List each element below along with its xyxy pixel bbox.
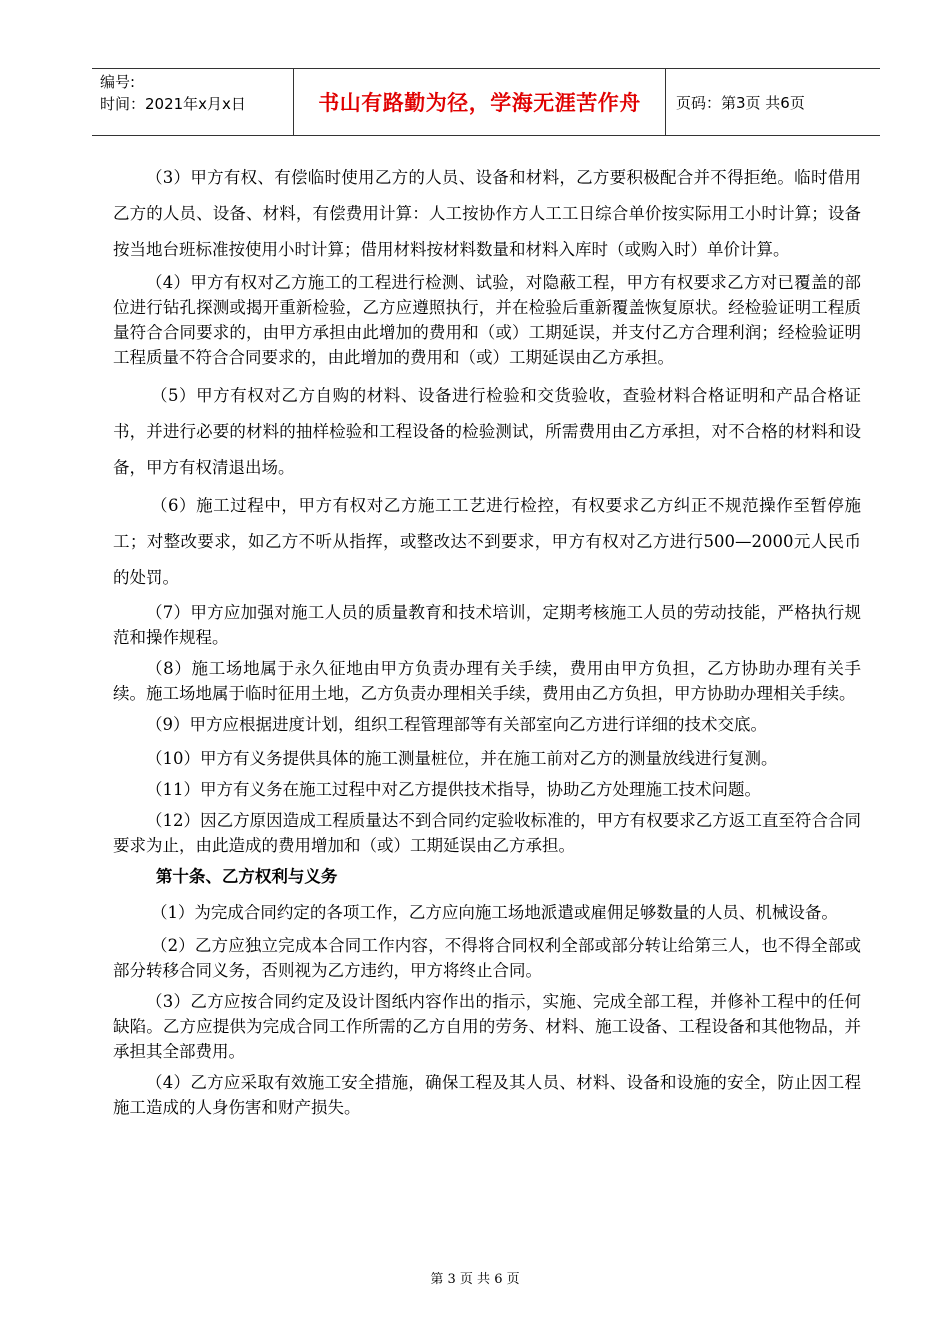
paragraph-party-a-11: （11）甲方有义务在施工过程中对乙方提供技术指导，协助乙方处理施工技术问题。 [146, 780, 761, 799]
paragraph-party-a-9: （9）甲方应根据进度计划，组织工程管理部等有关部室向乙方进行详细的技术交底。 [146, 715, 767, 734]
document-body [113, 160, 861, 1120]
page-footer: 第 3 页 共 6 页 [430, 1272, 520, 1287]
paragraph-party-a-12: （12）因乙方原因造成工程质量达不到合同约定验收标准的，甲方有权要求乙方返工直至符合合同要求为止，由此造成的费用增加和（或）工期延误由乙方承担。 [113, 811, 861, 855]
paragraph-party-a-10: （10）甲方有义务提供具体的施工测量桩位，并在施工前对乙方的测量放线进行复测。 [146, 749, 778, 768]
doc-time-label: 时间：2021年x月x日 [100, 95, 246, 113]
doc-number-label: 编号: [100, 73, 136, 91]
header-page-label: 页码：第3页 共6页 [676, 93, 805, 112]
paragraph-party-b-3: （3）乙方应按合同约定及设计图纸内容作出的指示，实施、完成全部工程，并修补工程中的任何缺陷。乙方应提供为完成合同工作所需的乙方自用的劳务、材料、施工设备、工程设备和其他物品，并承担其全部费用。 [113, 992, 861, 1061]
paragraph-party-a-7: （7）甲方应加强对施工人员的质量教育和技术培训，定期考核施工人员的劳动技能，严格执行规范和操作规程。 [113, 603, 861, 647]
paragraph-party-b-4: （4）乙方应采取有效施工安全措施，确保工程及其人员、材料、设备和设施的安全，防止因工程施工造成的人身伤害和财产损失。 [113, 1073, 861, 1117]
paragraph-party-b-2: （2）乙方应独立完成本合同工作内容，不得将合同权利全部或部分转让给第三人，也不得全部或部分转移合同义务，否则视为乙方违约，甲方将终止合同。 [113, 936, 861, 980]
section-heading: 第十条、乙方权利与义务 [155, 867, 338, 886]
paragraph-party-a-6: （6）施工过程中，甲方有权对乙方施工工艺进行检控，有权要求乙方纠正不规范操作至暂停施工；对整改要求，如乙方不听从指挥，或整改达不到要求，甲方有权对乙方进行500—2000元人民币的处罚。 [113, 496, 861, 587]
paragraph-party-a-3: （3）甲方有权、有偿临时使用乙方的人员、设备和材料，乙方要积极配合并不得拒绝。临时借用乙方的人员、设备、材料，有偿费用计算：人工按协作方人工工日综合单价按实际用工小时计算；设备按当地台班标准按使用小时计算；借用材料按材料数量和材料入库时（或购入时）单价计算。 [113, 168, 861, 259]
header-motto: 书山有路勤为径，学海无涯苦作舟 [294, 69, 666, 135]
header-meta [92, 69, 294, 135]
paragraph-party-a-4: （4）甲方有权对乙方施工的工程进行检测、试验，对隐蔽工程，甲方有权要求乙方对已覆盖的部位进行钻孔探测或揭开重新检验，乙方应遵照执行，并在检验后重新覆盖恢复原状。经检验证明工程质量符合合同要求的，由甲方承担由此增加的费用和（或）工期延误，并支付乙方合理利润；经检验证明工程质量不符合合同要求的，由此增加的费用和（或）工期延误由乙方承担。 [113, 273, 861, 367]
document-header [92, 68, 880, 136]
paragraph-party-a-8: （8）施工场地属于永久征地由甲方负责办理有关手续，费用由甲方负担，乙方协助办理有关手续。施工场地属于临时征用土地，乙方负责办理相关手续，费用由乙方负担，甲方协助办理相关手续。 [113, 659, 861, 703]
paragraph-party-a-5: （5）甲方有权对乙方自购的材料、设备进行检验和交货验收，查验材料合格证明和产品合格证书，并进行必要的材料的抽样检验和工程设备的检验测试，所需费用由乙方承担，对不合格的材料和设备，甲方有权清退出场。 [113, 386, 861, 477]
paragraph-party-b-1: （1）为完成合同约定的各项工作，乙方应向施工场地派遣或雇佣足够数量的人员、机械设备。 [150, 903, 838, 922]
